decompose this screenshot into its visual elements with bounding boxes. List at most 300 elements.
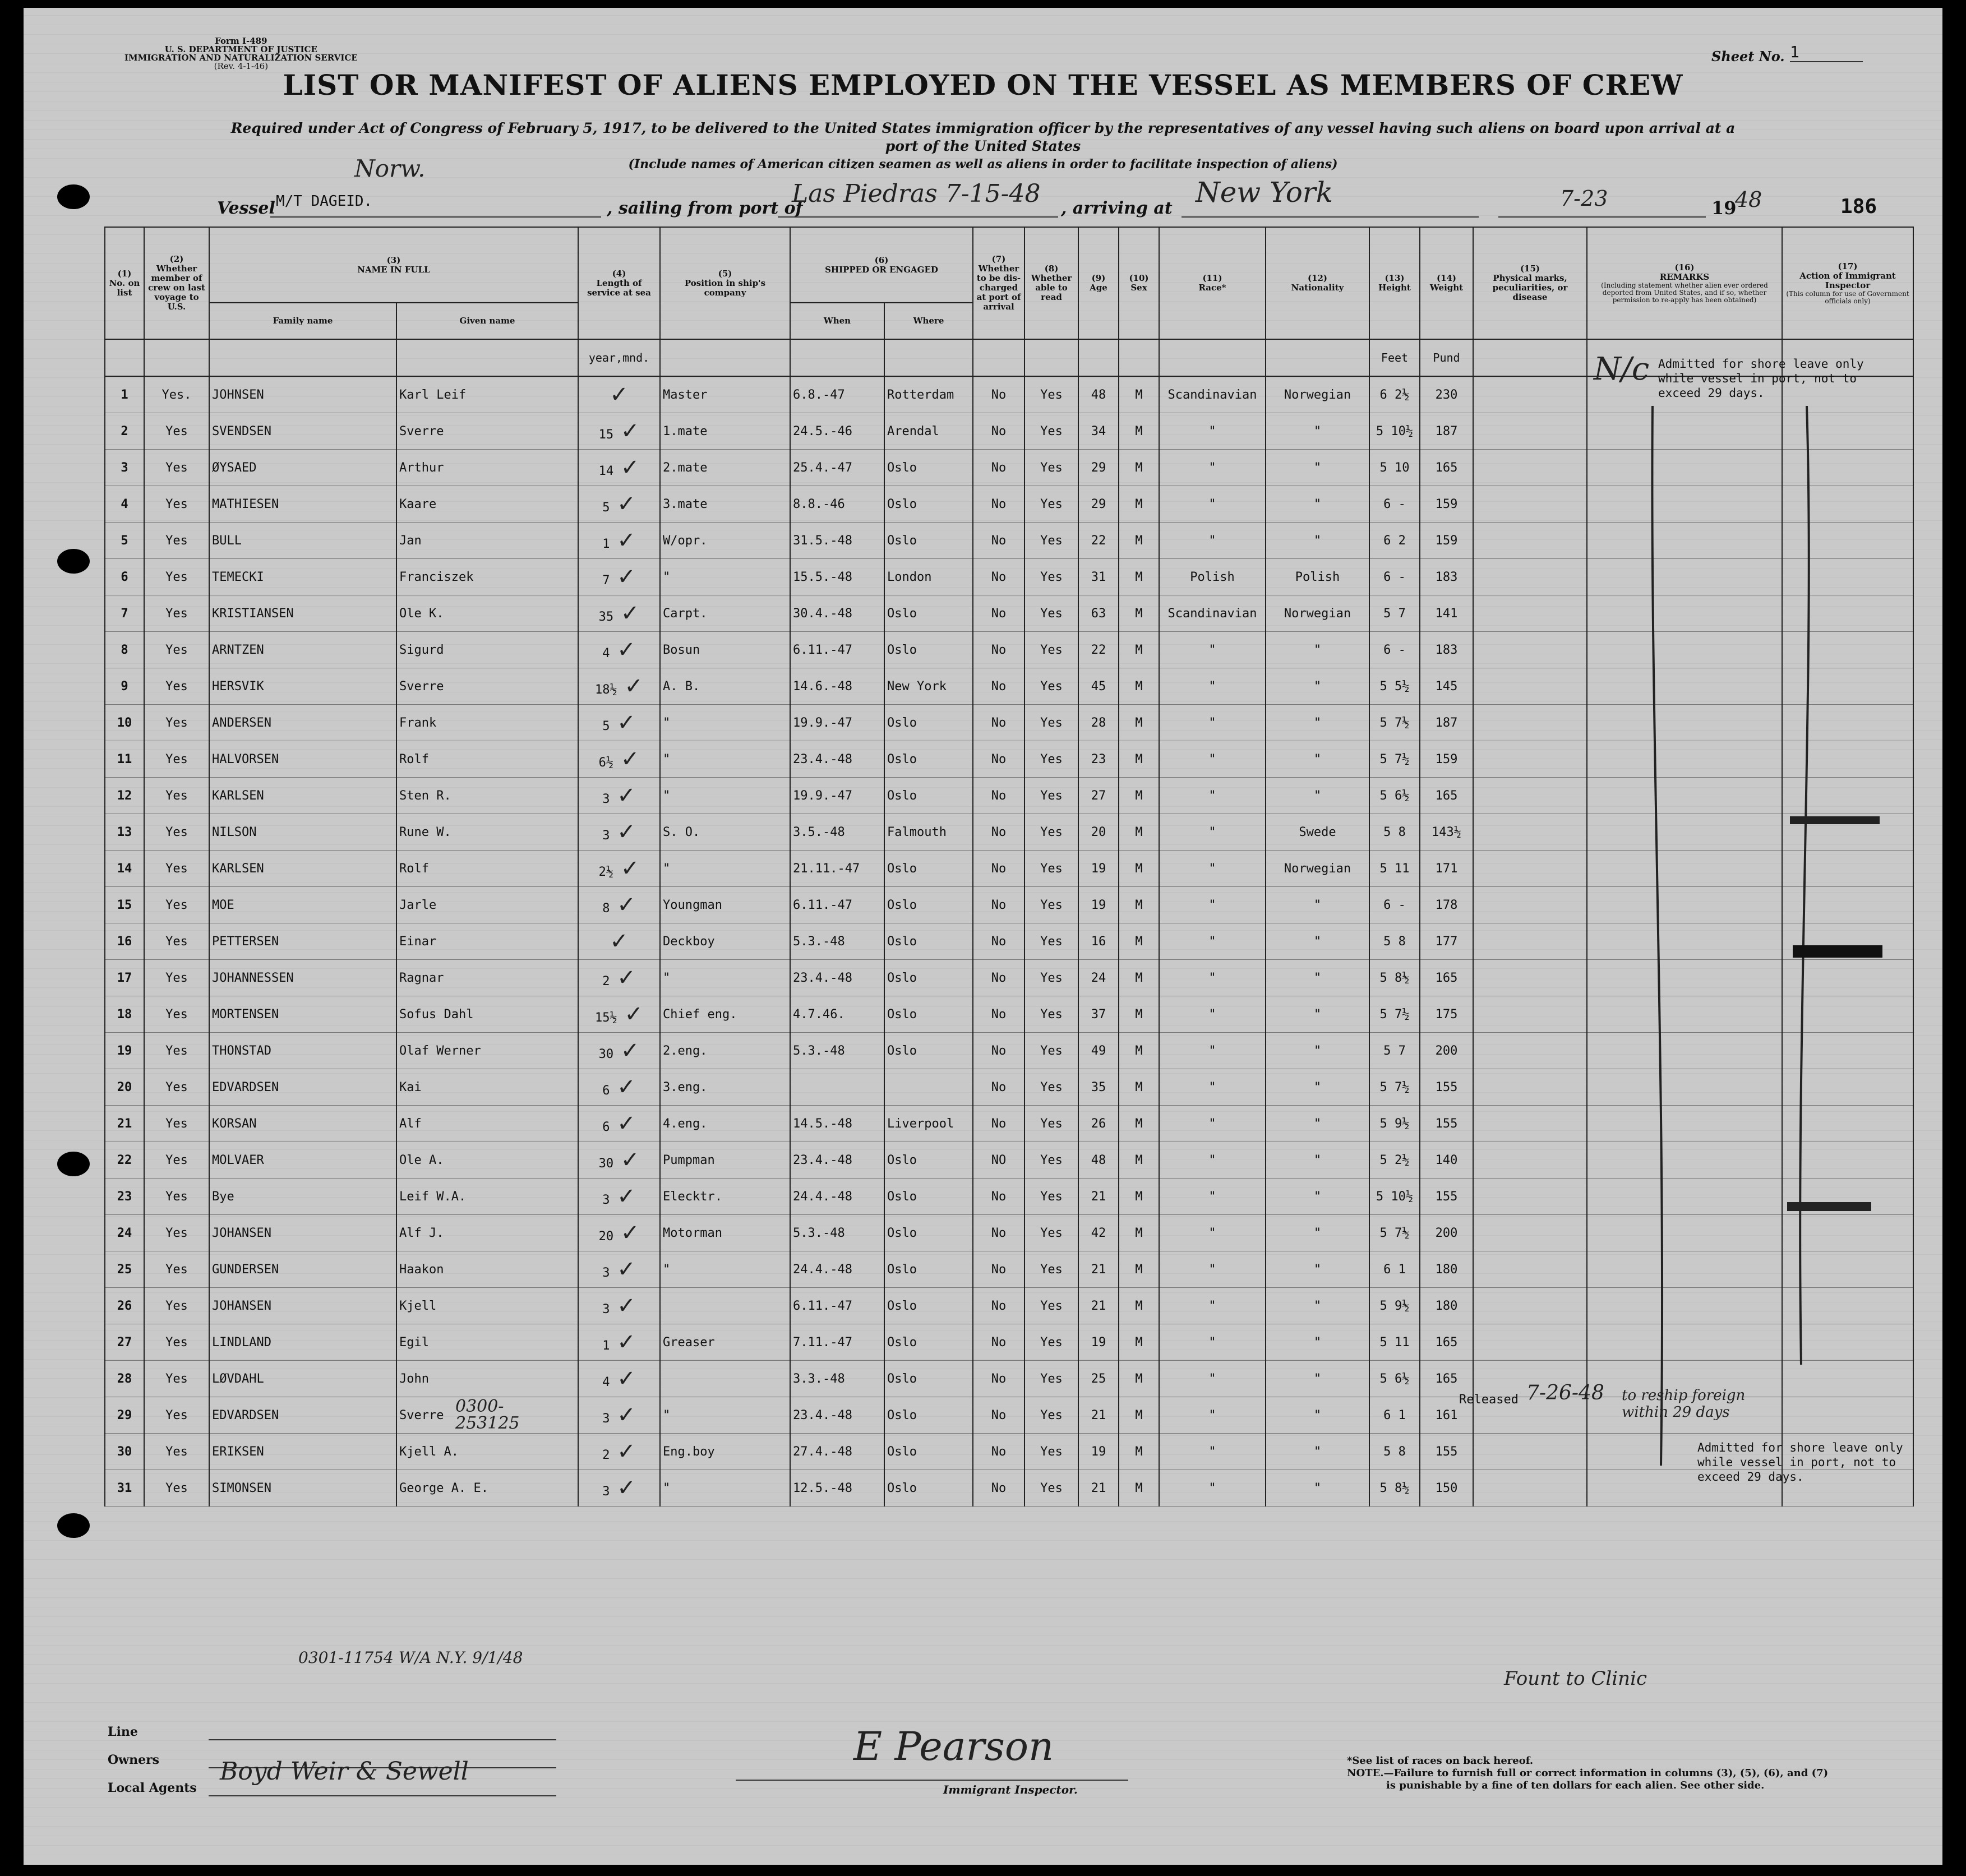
- shipped-where: Oslo: [884, 960, 973, 996]
- position: ": [660, 851, 790, 887]
- race: ": [1159, 778, 1266, 814]
- inspector-label: Immigrant Inspector.: [943, 1783, 1078, 1796]
- col-header-given-name: Given name: [396, 303, 578, 339]
- checkmark-icon: ✓: [610, 1256, 636, 1282]
- form-department: U. S. DEPARTMENT OF JUSTICE: [164, 44, 317, 54]
- age: 21: [1078, 1251, 1119, 1288]
- service-length: [578, 1397, 660, 1434]
- shipped-when: 27.4.-48: [790, 1434, 884, 1470]
- family-name: KARLSEN: [209, 778, 396, 814]
- row-number: 24: [105, 1215, 144, 1251]
- sex: M: [1119, 996, 1159, 1033]
- physical-marks: [1473, 450, 1587, 486]
- physical-marks: [1473, 1106, 1587, 1142]
- able-to-read: Yes: [1024, 1215, 1078, 1251]
- age: 27: [1078, 778, 1119, 814]
- discharged: No: [973, 1106, 1024, 1142]
- family-name: ARNTZEN: [209, 632, 396, 668]
- arrival-year: 48: [1735, 187, 1762, 212]
- shore-leave-stamp-lower: Admitted for shore leave only while vessel in port, not to exceed 29 days.: [1697, 1441, 1903, 1484]
- sex: M: [1119, 1251, 1159, 1288]
- nationality: ": [1266, 450, 1369, 486]
- nationality: ": [1266, 887, 1369, 923]
- shipped-where: Oslo: [884, 705, 973, 741]
- col-header-age: (9) Age: [1078, 227, 1119, 339]
- given-name: Rolf: [396, 741, 578, 778]
- last-voyage: Yes: [144, 523, 209, 559]
- race: ": [1159, 1288, 1266, 1324]
- weight: 180: [1420, 1288, 1473, 1324]
- service-length: [578, 814, 660, 851]
- able-to-read: Yes: [1024, 923, 1078, 960]
- row-number: 22: [105, 1142, 144, 1179]
- race: ": [1159, 668, 1266, 705]
- col-header-position: (5) Position in ship's company: [660, 227, 790, 339]
- footer-notes: *See list of races on back hereof. NOTE.—Failure to furnish full or correct information in columns (3), (5), (6), and (7) is punishable by a fine of ten dollars for each alien. See other side.: [1347, 1755, 1829, 1791]
- sex: M: [1119, 814, 1159, 851]
- position: 3.mate: [660, 486, 790, 523]
- given-name: George A. E.: [396, 1470, 578, 1507]
- shipped-where: Oslo: [884, 486, 973, 523]
- nationality: Polish: [1266, 559, 1369, 595]
- position: ": [660, 960, 790, 996]
- sheet-label: Sheet No.: [1711, 48, 1785, 64]
- service-length: [578, 1434, 660, 1470]
- age: 45: [1078, 668, 1119, 705]
- last-voyage: Yes.: [144, 376, 209, 413]
- last-voyage: Yes: [144, 996, 209, 1033]
- row-number: 14: [105, 851, 144, 887]
- shipped-when: 12.5.-48: [790, 1470, 884, 1507]
- race: ": [1159, 923, 1266, 960]
- age: 21: [1078, 1288, 1119, 1324]
- row-31-remark: Fount to Clinic: [1504, 1667, 1647, 1690]
- checkmark-icon: ✓: [613, 1038, 640, 1064]
- row-number: 4: [105, 486, 144, 523]
- height: 5 2½: [1369, 1142, 1420, 1179]
- shipped-when: 23.4.-48: [790, 1397, 884, 1434]
- unit-service: year,mnd.: [578, 339, 660, 376]
- discharged: No: [973, 1288, 1024, 1324]
- position: ": [660, 559, 790, 595]
- discharged: No: [973, 1324, 1024, 1361]
- last-voyage: Yes: [144, 1215, 209, 1251]
- family-name: JOHANSEN: [209, 1215, 396, 1251]
- service-years: 20: [598, 1230, 614, 1244]
- checkmark-icon: ✓: [610, 1184, 636, 1209]
- able-to-read: Yes: [1024, 1179, 1078, 1215]
- able-to-read: Yes: [1024, 523, 1078, 559]
- shipped-where: Oslo: [884, 887, 973, 923]
- shipped-where: Oslo: [884, 450, 973, 486]
- sex: M: [1119, 923, 1159, 960]
- nationality: ": [1266, 1033, 1369, 1069]
- last-voyage: Yes: [144, 559, 209, 595]
- shipped-when: [790, 1069, 884, 1106]
- able-to-read: Yes: [1024, 450, 1078, 486]
- shipped-when: 4.7.46.: [790, 996, 884, 1033]
- col-header-remarks: (16) REMARKS (Including statement whether alien ever ordered deported from United States, and if so, whether permission to re-apply has been obtained): [1587, 227, 1782, 339]
- row-number: 18: [105, 996, 144, 1033]
- given-name: Rune W.: [396, 814, 578, 851]
- row-number: 7: [105, 595, 144, 632]
- row-number: 16: [105, 923, 144, 960]
- age: 22: [1078, 632, 1119, 668]
- row-number: 25: [105, 1251, 144, 1288]
- service-years: 6: [602, 1120, 610, 1134]
- row-number: 3: [105, 450, 144, 486]
- discharged: No: [973, 996, 1024, 1033]
- race: ": [1159, 741, 1266, 778]
- checkmark-icon: ✓: [613, 455, 640, 480]
- checkmark-icon: ✓: [610, 564, 636, 590]
- nationality: ": [1266, 1069, 1369, 1106]
- weight: 178: [1420, 887, 1473, 923]
- nationality: ": [1266, 741, 1369, 778]
- age: 21: [1078, 1397, 1119, 1434]
- weight: 145: [1420, 668, 1473, 705]
- discharged: No: [973, 1470, 1024, 1507]
- age: 28: [1078, 705, 1119, 741]
- shipped-when: 30.4.-48: [790, 595, 884, 632]
- col-header-read: (8) Whether able to read: [1024, 227, 1078, 339]
- age: 48: [1078, 376, 1119, 413]
- weight: 141: [1420, 595, 1473, 632]
- position: ": [660, 741, 790, 778]
- weight: 143½: [1420, 814, 1473, 851]
- subtitle-note: (Include names of American citizen seamen as well as aliens in order to facilitate inspection of aliens): [628, 157, 1338, 172]
- weight: 175: [1420, 996, 1473, 1033]
- page-title: LIST OR MANIFEST OF ALIENS EMPLOYED ON THE VESSEL AS MEMBERS OF CREW: [283, 68, 1683, 101]
- last-voyage: Yes: [144, 1069, 209, 1106]
- nationality: ": [1266, 1251, 1369, 1288]
- row-number: 15: [105, 887, 144, 923]
- age: 19: [1078, 1324, 1119, 1361]
- row-number: 1: [105, 376, 144, 413]
- col-header-nationality: (12) Nationality: [1266, 227, 1369, 339]
- position: 3.eng.: [660, 1069, 790, 1106]
- position: Youngman: [660, 887, 790, 923]
- shipped-when: 21.11.-47: [790, 851, 884, 887]
- punch-hole: [57, 184, 90, 209]
- sex: M: [1119, 1033, 1159, 1069]
- service-length: [578, 523, 660, 559]
- shipped-when: 19.9.-47: [790, 705, 884, 741]
- able-to-read: Yes: [1024, 778, 1078, 814]
- position: Bosun: [660, 632, 790, 668]
- family-name: JOHNSEN: [209, 376, 396, 413]
- service-years: 3: [602, 1412, 610, 1426]
- age: 20: [1078, 814, 1119, 851]
- row-number: 2: [105, 413, 144, 450]
- physical-marks: [1473, 851, 1587, 887]
- service-years: 3: [602, 792, 610, 806]
- physical-marks: [1473, 923, 1587, 960]
- physical-marks: [1473, 1288, 1587, 1324]
- height: 6 -: [1369, 559, 1420, 595]
- shipped-when: 14.6.-48: [790, 668, 884, 705]
- physical-marks: [1473, 705, 1587, 741]
- discharged: No: [973, 778, 1024, 814]
- given-name: Arthur: [396, 450, 578, 486]
- family-name: SIMONSEN: [209, 1470, 396, 1507]
- age: 35: [1078, 1069, 1119, 1106]
- weight: 165: [1420, 1324, 1473, 1361]
- race: Scandinavian: [1159, 595, 1266, 632]
- position: Pumpman: [660, 1142, 790, 1179]
- able-to-read: Yes: [1024, 668, 1078, 705]
- weight: 159: [1420, 741, 1473, 778]
- sheet-number: 1: [1790, 43, 1863, 62]
- height: 6 1: [1369, 1397, 1420, 1434]
- given-name: Egil: [396, 1324, 578, 1361]
- given-name: Ole K.: [396, 595, 578, 632]
- sex: M: [1119, 1215, 1159, 1251]
- able-to-read: Yes: [1024, 1470, 1078, 1507]
- punch-hole: [57, 1513, 90, 1538]
- physical-marks: [1473, 668, 1587, 705]
- last-voyage: Yes: [144, 960, 209, 996]
- last-voyage: Yes: [144, 1142, 209, 1179]
- family-name: GUNDERSEN: [209, 1251, 396, 1288]
- shipped-where: Rotterdam: [884, 376, 973, 413]
- discharged: No: [973, 741, 1024, 778]
- shipped-when: 23.4.-48: [790, 960, 884, 996]
- discharged: No: [973, 851, 1024, 887]
- able-to-read: Yes: [1024, 1434, 1078, 1470]
- sex: M: [1119, 523, 1159, 559]
- shipped-when: 3.3.-48: [790, 1361, 884, 1397]
- last-voyage: Yes: [144, 741, 209, 778]
- weight: 200: [1420, 1215, 1473, 1251]
- row-number: 31: [105, 1470, 144, 1507]
- position: [660, 1361, 790, 1397]
- last-voyage: Yes: [144, 1434, 209, 1470]
- position: ": [660, 778, 790, 814]
- family-name: MORTENSEN: [209, 996, 396, 1033]
- col-header-shipped: (6) SHIPPED OR ENGAGED: [790, 227, 973, 303]
- race: ": [1159, 523, 1266, 559]
- position: [660, 1288, 790, 1324]
- stamp-number: 186: [1840, 195, 1877, 218]
- shipped-when: 6.8.-47: [790, 376, 884, 413]
- service-years: 30: [598, 1047, 614, 1061]
- shipped-when: 5.3.-48: [790, 923, 884, 960]
- shipped-when: 31.5.-48: [790, 523, 884, 559]
- physical-marks: [1473, 741, 1587, 778]
- shipped-when: 3.5.-48: [790, 814, 884, 851]
- service-years: 3: [602, 1266, 610, 1280]
- physical-marks: [1473, 1215, 1587, 1251]
- service-length: [578, 741, 660, 778]
- given-name: Kaare: [396, 486, 578, 523]
- service-years: 6: [602, 1084, 610, 1098]
- able-to-read: Yes: [1024, 413, 1078, 450]
- weight: 165: [1420, 1361, 1473, 1397]
- height: 5 11: [1369, 851, 1420, 887]
- shipped-when: 24.4.-48: [790, 1179, 884, 1215]
- physical-marks: [1473, 1470, 1587, 1507]
- service-years: 8: [602, 902, 610, 916]
- able-to-read: Yes: [1024, 1288, 1078, 1324]
- family-name: TEMECKI: [209, 559, 396, 595]
- service-length: [578, 1033, 660, 1069]
- weight: 180: [1420, 1251, 1473, 1288]
- col-header-sex: (10) Sex: [1119, 227, 1159, 339]
- discharged: No: [973, 1033, 1024, 1069]
- age: 16: [1078, 923, 1119, 960]
- given-name: Sigurd: [396, 632, 578, 668]
- age: 63: [1078, 595, 1119, 632]
- position: A. B.: [660, 668, 790, 705]
- sailing-label: , sailing from port of: [607, 198, 803, 218]
- height: 6 -: [1369, 486, 1420, 523]
- physical-marks: [1473, 887, 1587, 923]
- discharged: No: [973, 486, 1024, 523]
- weight: 187: [1420, 705, 1473, 741]
- able-to-read: Yes: [1024, 705, 1078, 741]
- position: 2.mate: [660, 450, 790, 486]
- checkmark-icon: ✓: [610, 1366, 636, 1392]
- sex: M: [1119, 1179, 1159, 1215]
- age: 26: [1078, 1106, 1119, 1142]
- nationality: ": [1266, 632, 1369, 668]
- given-name: Sverre: [396, 1397, 578, 1434]
- service-length: [578, 486, 660, 523]
- row-number: 11: [105, 741, 144, 778]
- shipped-where: Oslo: [884, 1251, 973, 1288]
- service-length: [578, 595, 660, 632]
- height: 5 10: [1369, 450, 1420, 486]
- weight: 161: [1420, 1397, 1473, 1434]
- age: 37: [1078, 996, 1119, 1033]
- race: ": [1159, 1179, 1266, 1215]
- checkmark-icon: ✓: [613, 1147, 640, 1173]
- sex: M: [1119, 450, 1159, 486]
- sex: M: [1119, 1142, 1159, 1179]
- family-name: ANDERSEN: [209, 705, 396, 741]
- last-voyage: Yes: [144, 1288, 209, 1324]
- released-date: 7-26-48: [1526, 1381, 1604, 1404]
- given-name: Ragnar: [396, 960, 578, 996]
- sex: M: [1119, 1361, 1159, 1397]
- shipped-when: 24.5.-46: [790, 413, 884, 450]
- service-years: 18½: [595, 683, 617, 697]
- able-to-read: Yes: [1024, 376, 1078, 413]
- height: 5 7½: [1369, 741, 1420, 778]
- family-name: HALVORSEN: [209, 741, 396, 778]
- family-name: PETTERSEN: [209, 923, 396, 960]
- row-number: 28: [105, 1361, 144, 1397]
- shipped-where: Oslo: [884, 1434, 973, 1470]
- height: 5 8: [1369, 1434, 1420, 1470]
- physical-marks: [1473, 1069, 1587, 1106]
- able-to-read: Yes: [1024, 1251, 1078, 1288]
- col-header-height: (13) Height: [1369, 227, 1420, 339]
- nationality: ": [1266, 1179, 1369, 1215]
- sex: M: [1119, 1288, 1159, 1324]
- service-length: [578, 559, 660, 595]
- sex: M: [1119, 376, 1159, 413]
- able-to-read: Yes: [1024, 486, 1078, 523]
- height: 5 7½: [1369, 1215, 1420, 1251]
- row-number: 27: [105, 1324, 144, 1361]
- row-number: 8: [105, 632, 144, 668]
- row-number: 6: [105, 559, 144, 595]
- race: Polish: [1159, 559, 1266, 595]
- unit-weight: Pund: [1420, 339, 1473, 376]
- given-name: John: [396, 1361, 578, 1397]
- shipped-where: Oslo: [884, 1179, 973, 1215]
- checkmark-icon: ✓: [610, 892, 636, 918]
- service-length: [578, 1361, 660, 1397]
- last-voyage: Yes: [144, 668, 209, 705]
- inspector-signature: E Pearson: [853, 1723, 1054, 1769]
- row-number: 13: [105, 814, 144, 851]
- shipped-where: Oslo: [884, 1033, 973, 1069]
- col-header-service: (4) Length of service at sea: [578, 227, 660, 339]
- sex: M: [1119, 559, 1159, 595]
- discharged: No: [973, 523, 1024, 559]
- height: 5 8½: [1369, 1470, 1420, 1507]
- able-to-read: Yes: [1024, 1142, 1078, 1179]
- race: ": [1159, 413, 1266, 450]
- physical-marks: [1473, 376, 1587, 413]
- nationality: ": [1266, 486, 1369, 523]
- physical-marks: [1473, 1033, 1587, 1069]
- discharged: No: [973, 1215, 1024, 1251]
- position: Elecktr.: [660, 1179, 790, 1215]
- service-length: [578, 668, 660, 705]
- checkmark-icon: ✓: [610, 528, 636, 553]
- age: 21: [1078, 1179, 1119, 1215]
- physical-marks: [1473, 486, 1587, 523]
- position: Chief eng.: [660, 996, 790, 1033]
- age: 48: [1078, 1142, 1119, 1179]
- weight: 159: [1420, 523, 1473, 559]
- nationality: ": [1266, 996, 1369, 1033]
- col-header-name: (3) NAME IN FULL: [209, 227, 578, 303]
- checkmark-icon: ✓: [610, 710, 636, 736]
- family-name: JOHANSEN: [209, 1288, 396, 1324]
- last-voyage: Yes: [144, 1033, 209, 1069]
- sex: M: [1119, 1470, 1159, 1507]
- last-voyage: Yes: [144, 887, 209, 923]
- race: ": [1159, 887, 1266, 923]
- weight: 159: [1420, 486, 1473, 523]
- service-years: 3: [602, 1485, 610, 1499]
- height: 6 2½: [1369, 376, 1420, 413]
- shipped-where: Arendal: [884, 413, 973, 450]
- service-years: 1: [602, 537, 610, 551]
- service-years: 1: [602, 1339, 610, 1353]
- race: ": [1159, 1397, 1266, 1434]
- age: 24: [1078, 960, 1119, 996]
- sex: M: [1119, 595, 1159, 632]
- shipped-where: Oslo: [884, 851, 973, 887]
- weight: 183: [1420, 559, 1473, 595]
- discharged: No: [973, 595, 1024, 632]
- arriving-at-port: New York: [1196, 176, 1333, 209]
- last-voyage: Yes: [144, 778, 209, 814]
- service-length: [578, 1324, 660, 1361]
- able-to-read: Yes: [1024, 1324, 1078, 1361]
- service-length: [578, 778, 660, 814]
- given-name: Kai: [396, 1069, 578, 1106]
- sex: M: [1119, 1324, 1159, 1361]
- row-number: 26: [105, 1288, 144, 1324]
- physical-marks: [1473, 996, 1587, 1033]
